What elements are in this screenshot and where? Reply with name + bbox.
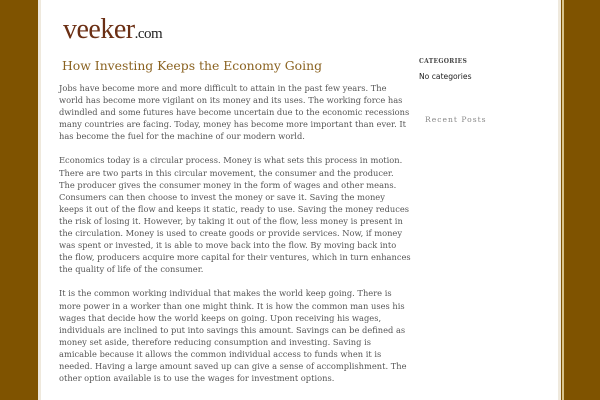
categories-widget-title: CATEGORIES xyxy=(419,58,468,65)
logo-tld: .com xyxy=(134,26,163,42)
post-title[interactable]: How Investing Keeps the Economy Going xyxy=(62,58,323,73)
recent-posts-widget-title: Recent Posts xyxy=(425,115,487,124)
categories-empty-text: No categories xyxy=(419,72,472,81)
sidebar xyxy=(419,58,539,132)
site-logo[interactable] xyxy=(63,14,162,46)
page-container xyxy=(38,0,561,400)
post-paragraph: Economics today is a circular process. Money is what sets this process in motion. There are two parts in this circular movement, the consumer and the producer. The producer gives the consumer money in the form of wages and other means. Consumers can then choose to invest the money or save it. Saving the money keeps it out of the flow and keeps it static, ready to use. Saving the money reduces the risk of losing it. However, by taking it out of the flow, less money is present in the circulation. Money is used to create goods or provide services. Now, if money was spent or invested, it is able to move back into the flow. By moving back into the flow, producers acquire more capital for their ventures, which in turn enhances the quality of life of the consumer. xyxy=(59,155,411,275)
post-content xyxy=(59,82,411,396)
logo-main: veeker xyxy=(63,14,135,45)
post-paragraph: Jobs have become more and more difficult to attain in the past few years. The world has become more vigilant on its money and its uses. The working force has dwindled and some futures have become uncertain due to the economic recessions many countries are facing. Today, money has become more important than ever. It has become the fuel for the machine of our modern world. xyxy=(59,83,410,142)
post-paragraph: It is the common working individual that makes the world keep going. There is more power in a worker than one might think. It is how the common man uses his wages that decide how the world keeps on going. Upon receiving his wages, individuals are inclined to put into savings this amount. Savings can be defined as money set aside, therefore reducing consumption and investing. Saving is amicable because it allows the common individual access to funds when it is needed. Having a large amount saved up can give a sense of accomplishment. The other option available is to use the wages for investment options. xyxy=(59,288,407,384)
